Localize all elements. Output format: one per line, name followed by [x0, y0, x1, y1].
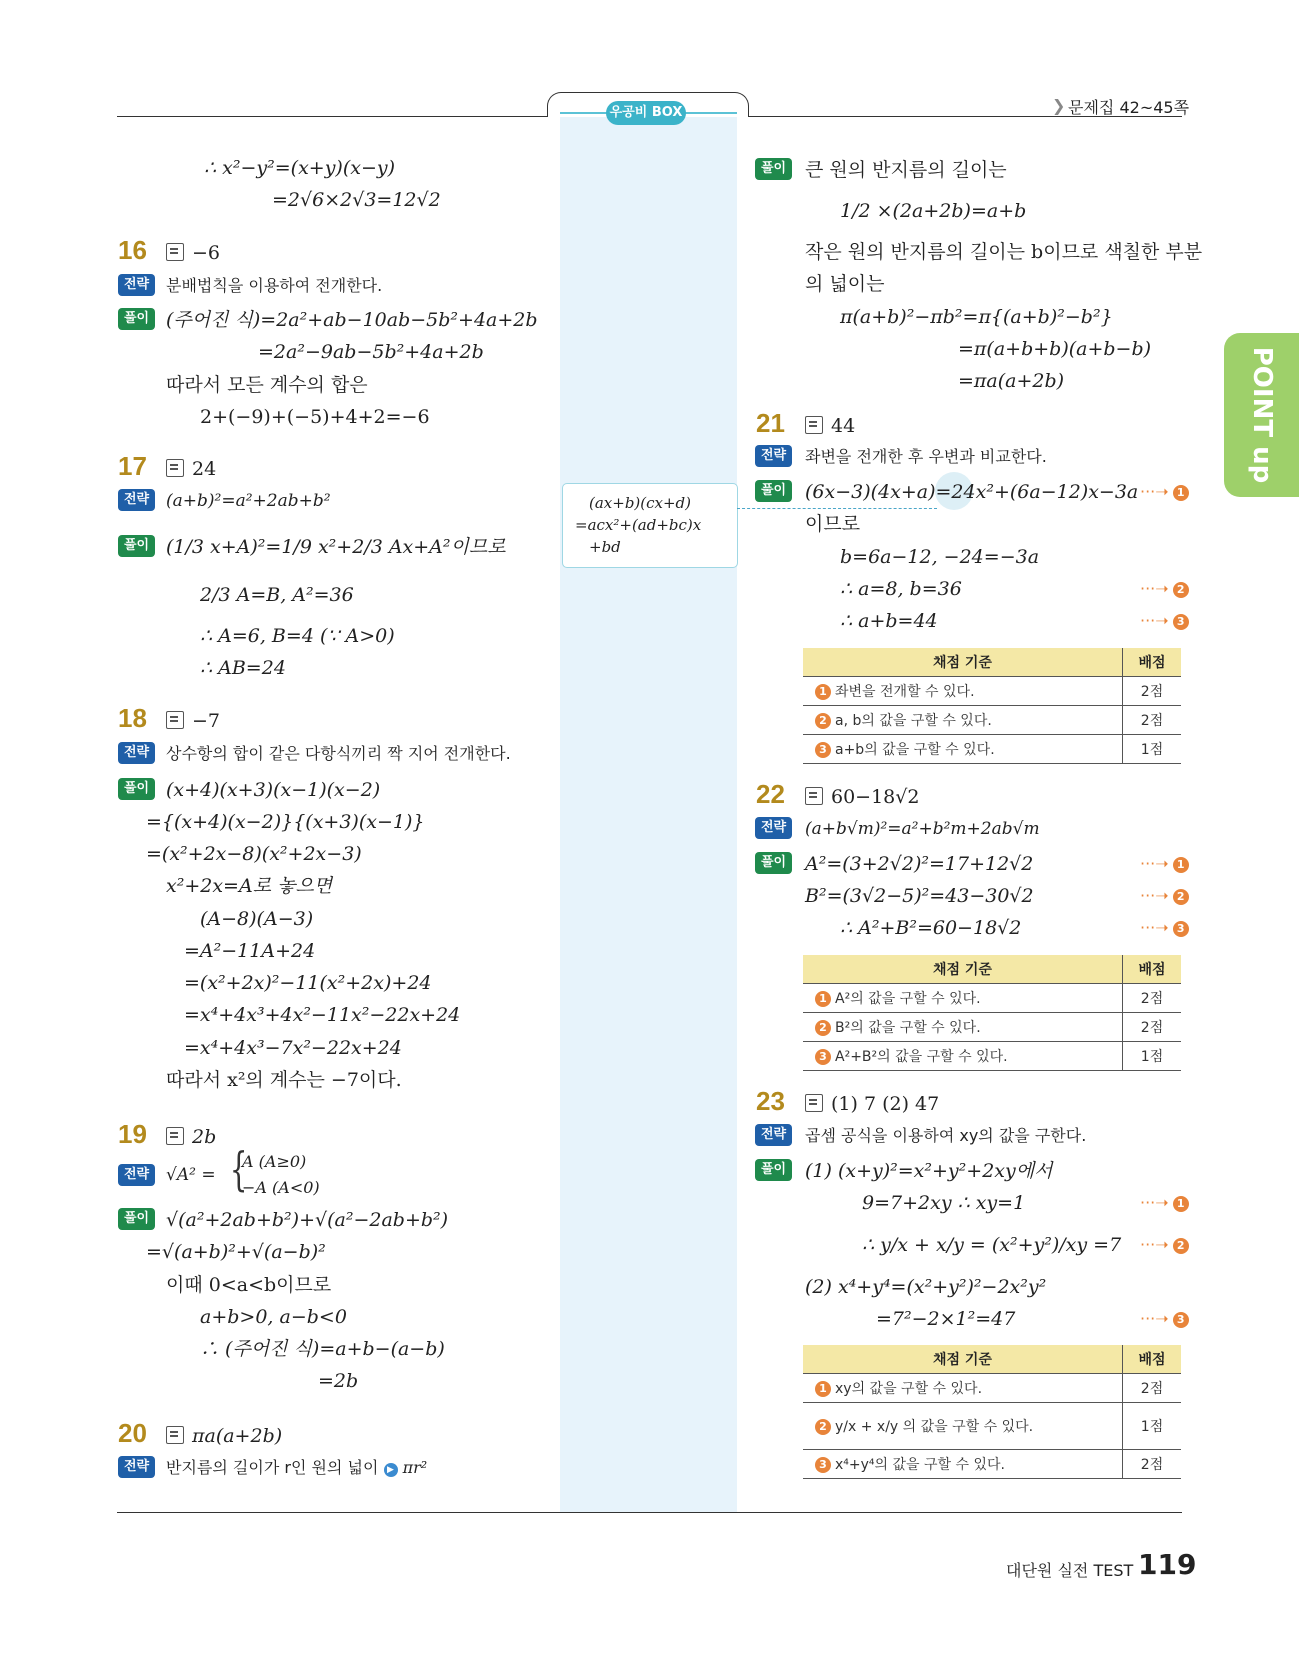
table-row: 2 B²의 값을 구할 수 있다. 2점 [803, 1013, 1181, 1042]
table-row: 2 a, b의 값을 구할 수 있다. 2점 [803, 706, 1181, 735]
step-marker-3: ···➝ 3 [1140, 1307, 1189, 1331]
answer-icon [166, 459, 184, 477]
step-marker-1: ···➝ 1 [1140, 1191, 1189, 1215]
q17-sol-2: 2/3 A=B, A²=36 [200, 584, 354, 606]
q19-line: =2b [318, 1370, 359, 1392]
strategy-badge: 전략 [118, 274, 155, 296]
table-row: 3 A²+B²의 값을 구할 수 있다. 1점 [803, 1042, 1181, 1071]
q23-sol-5: =7²−2×1²=47 [876, 1308, 1016, 1330]
footer-section: 대단원 실전 TEST [1006, 1561, 1134, 1580]
criteria-header: 채점 기준 [803, 1345, 1123, 1374]
q20-sol-5: π(a+b)²−πb²=π{(a+b)²−b²} [840, 306, 1113, 328]
step-marker-2: ···➝ 2 [1140, 1233, 1189, 1257]
q16-sol-3: 따라서 모든 계수의 합은 [166, 374, 368, 396]
q19-line: ∴ (주어진 식)=a+b−(a−b) [200, 1338, 445, 1360]
q19-line: √(a²+2ab+b²)+√(a²−2ab+b²) [166, 1209, 449, 1231]
q23-strategy: 곱셈 공식을 이용하여 xy의 값을 구한다. [805, 1126, 1087, 1145]
q17-sol-1: (1/3 x+A)²=1/9 x²+2/3 Ax+A²이므로 [166, 536, 506, 558]
solution-badge: 풀이 [118, 308, 155, 330]
step-marker-1: ···➝ 1 [1140, 852, 1189, 876]
score-header: 배점 [1123, 1345, 1182, 1374]
q20-sol-2: 1/2 ×(2a+2b)=a+b [840, 200, 1027, 222]
solution-badge: 풀이 [118, 778, 155, 800]
q20-sol-3: 작은 원의 반지름의 길이는 b이므로 색칠한 부분 [805, 241, 1203, 263]
q16-strategy: 분배법칙을 이용하여 전개한다. [166, 276, 383, 295]
strategy-badge: 전략 [118, 1456, 155, 1478]
ref-text: 문제집 42~45쪽 [1068, 98, 1190, 117]
table-row: 3 a+b의 값을 구할 수 있다. 1점 [803, 735, 1181, 764]
q17-strategy: (a+b)²=a²+2ab+b² [166, 491, 331, 511]
q20-answer: πa(a+2b) [166, 1424, 282, 1448]
q18-line: =(x²+2x)²−11(x²+2x)+24 [184, 972, 432, 994]
strategy-badge: 전략 [118, 489, 155, 511]
q16-sol-1: (주어진 식)=2a²+ab−10ab−5b²+4a+2b [166, 309, 538, 331]
q19-line: a+b>0, a−b<0 [200, 1306, 347, 1328]
brace: { [229, 1142, 248, 1196]
q20-sol-4: 의 넓이는 [805, 273, 885, 295]
answer-icon [166, 711, 184, 729]
cont-line-2: =2√6×2√3=12√2 [272, 189, 441, 211]
q23-number: 23 [756, 1086, 785, 1116]
q22-number: 22 [756, 779, 785, 809]
strategy-badge: 전략 [118, 742, 155, 764]
q19-line: 이때 0<a<b이므로 [166, 1274, 332, 1296]
q18-line: =x⁴+4x³+4x²−11x²−22x+24 [184, 1004, 461, 1026]
q22-sol-1: A²=(3+2√2)²=17+12√2 [805, 853, 1034, 875]
q18-line: =(x²+2x−8)(x²+2x−3) [146, 843, 362, 865]
q23-sol-3: ∴ y/x + x/y = (x²+y²)/xy =7 [862, 1234, 1122, 1256]
q20-number: 20 [118, 1418, 147, 1448]
q20-strategy: 반지름의 길이가 r인 원의 넓이 ▶ πr² [166, 1458, 428, 1477]
q19-strategy-case2: −A (A<0) [242, 1178, 320, 1197]
strategy-badge: 전략 [755, 817, 792, 839]
q18-line: (x+4)(x+3)(x−1)(x−2) [166, 779, 381, 801]
formula-line-2: =acx²+(ad+bc)x [575, 516, 702, 534]
q16-answer: −6 [166, 241, 220, 265]
q21-grading-table [803, 648, 1181, 764]
footer-rule [117, 1512, 1182, 1513]
q18-line: x²+2x=A로 놓으면 [166, 875, 333, 897]
step-marker-2: ···➝ 2 [1140, 577, 1189, 601]
q21-sol-3: b=6a−12, −24=−3a [840, 546, 1040, 568]
q20-sol-1: 큰 원의 반지름의 길이는 [805, 159, 1007, 181]
step-marker-1: ···➝ 1 [1140, 480, 1189, 504]
score-header: 배점 [1123, 955, 1182, 984]
header-rule-left [117, 116, 547, 117]
answer-icon [805, 787, 823, 805]
step-marker-3: ···➝ 3 [1140, 916, 1189, 940]
page-number: 119 [1138, 1548, 1197, 1581]
center-column-bg [560, 117, 737, 1512]
cont-line-1: ∴ x²−y²=(x+y)(x−y) [204, 157, 396, 179]
ref-chevron-icon: ❯ [1052, 96, 1066, 115]
solution-badge: 풀이 [755, 1159, 792, 1181]
q21-sol-5: ∴ a+b=44 [840, 610, 938, 632]
q22-grading-table [803, 955, 1181, 1071]
solution-badge: 풀이 [118, 535, 155, 557]
strategy-badge: 전략 [755, 1124, 792, 1146]
table-row: 1 xy의 값을 구할 수 있다. 2점 [803, 1374, 1181, 1403]
q21-answer: 44 [805, 414, 855, 438]
q17-number: 17 [118, 451, 147, 481]
q17-answer: 24 [166, 457, 216, 481]
point-up-label: POINT up [1247, 346, 1277, 484]
q16-number: 16 [118, 235, 147, 265]
step-marker-3: ···➝ 3 [1140, 609, 1189, 633]
answer-icon [166, 1426, 184, 1444]
table-row: 2 y/x + x/y 의 값을 구할 수 있다. 1점 [803, 1403, 1181, 1450]
criteria-header: 채점 기준 [803, 955, 1123, 984]
formula-box [562, 483, 738, 568]
q21-number: 21 [756, 408, 785, 438]
solution-badge: 풀이 [755, 158, 792, 180]
q17-sol-3: ∴ A=6, B=4 (∵ A>0) [200, 625, 395, 647]
q21-strategy: 좌변을 전개한 후 우변과 비교한다. [805, 447, 1047, 466]
q17-sol-4: ∴ AB=24 [200, 657, 286, 679]
q20-sol-7: =πa(a+2b) [958, 370, 1065, 392]
box-label: 우공비 BOX [606, 101, 686, 125]
q19-line: =√(a+b)²+√(a−b)² [146, 1241, 326, 1263]
formula-line-1: (ax+b)(cx+d) [589, 494, 692, 512]
step-marker-2: ···➝ 2 [1140, 884, 1189, 908]
q22-strategy: (a+b√m)²=a²+b²m+2ab√m [805, 819, 1040, 839]
solution-badge: 풀이 [118, 1208, 155, 1230]
strategy-badge: 전략 [118, 1164, 155, 1186]
q16-sol-4: 2+(−9)+(−5)+4+2=−6 [200, 406, 430, 428]
table-row: 3 x⁴+y⁴의 값을 구할 수 있다. 2점 [803, 1450, 1181, 1479]
q18-line: 따라서 x²의 계수는 −7이다. [166, 1069, 402, 1091]
answer-icon [805, 1094, 823, 1112]
q23-sol-1: (1) (x+y)²=x²+y²+2xy에서 [805, 1160, 1053, 1182]
answer-icon [166, 243, 184, 261]
q18-strategy: 상수항의 합이 같은 다항식끼리 짝 지어 전개한다. [166, 744, 511, 763]
formula-connector [737, 508, 937, 509]
answer-icon [166, 1127, 184, 1145]
q23-sol-4: (2) x⁴+y⁴=(x²+y²)²−2x²y² [805, 1276, 1047, 1298]
score-header: 배점 [1123, 648, 1182, 677]
q21-sol-4: ∴ a=8, b=36 [840, 578, 962, 600]
q19-strategy-case1: A (A≥0) [242, 1152, 307, 1171]
q22-sol-3: ∴ A²+B²=60−18√2 [840, 917, 1022, 939]
table-row: 1 A²의 값을 구할 수 있다. 2점 [803, 984, 1181, 1013]
q21-sol-2: 이므로 [805, 513, 861, 535]
criteria-header: 채점 기준 [803, 648, 1123, 677]
formula-line-3: +bd [589, 538, 621, 556]
q23-sol-2: 9=7+2xy ∴ xy=1 [862, 1192, 1026, 1214]
q22-answer: 60−18√2 [805, 785, 919, 809]
arrow-circle-icon: ▶ [384, 1463, 398, 1477]
q23-grading-table [803, 1345, 1181, 1479]
q21-sol-1: (6x−3)(4x+a)=24x²+(6a−12)x−3a [805, 481, 1139, 503]
q18-answer: −7 [166, 709, 220, 733]
solution-badge: 풀이 [755, 852, 792, 874]
q18-line: ={(x+4)(x−2)}{(x+3)(x−1)} [146, 811, 425, 833]
q18-line: (A−8)(A−3) [200, 908, 314, 930]
q23-answer: (1) 7 (2) 47 [805, 1092, 939, 1116]
q19-number: 19 [118, 1119, 147, 1149]
solution-badge: 풀이 [755, 480, 792, 502]
q19-strategy-lhs: √A² = [166, 1165, 216, 1185]
q20-sol-6: =π(a+b+b)(a+b−b) [958, 338, 1152, 360]
q18-line: =A²−11A+24 [184, 940, 316, 962]
strategy-badge: 전략 [755, 445, 792, 467]
q18-line: =x⁴+4x³−7x²−22x+24 [184, 1037, 402, 1059]
q19-answer: 2b [166, 1125, 216, 1149]
point-up-tab[interactable] [1224, 333, 1299, 497]
answer-icon [805, 416, 823, 434]
q18-number: 18 [118, 703, 147, 733]
q16-sol-2: =2a²−9ab−5b²+4a+2b [258, 341, 484, 363]
table-row: 1 좌변을 전개할 수 있다. 2점 [803, 677, 1181, 706]
q22-sol-2: B²=(3√2−5)²=43−30√2 [805, 885, 1034, 907]
